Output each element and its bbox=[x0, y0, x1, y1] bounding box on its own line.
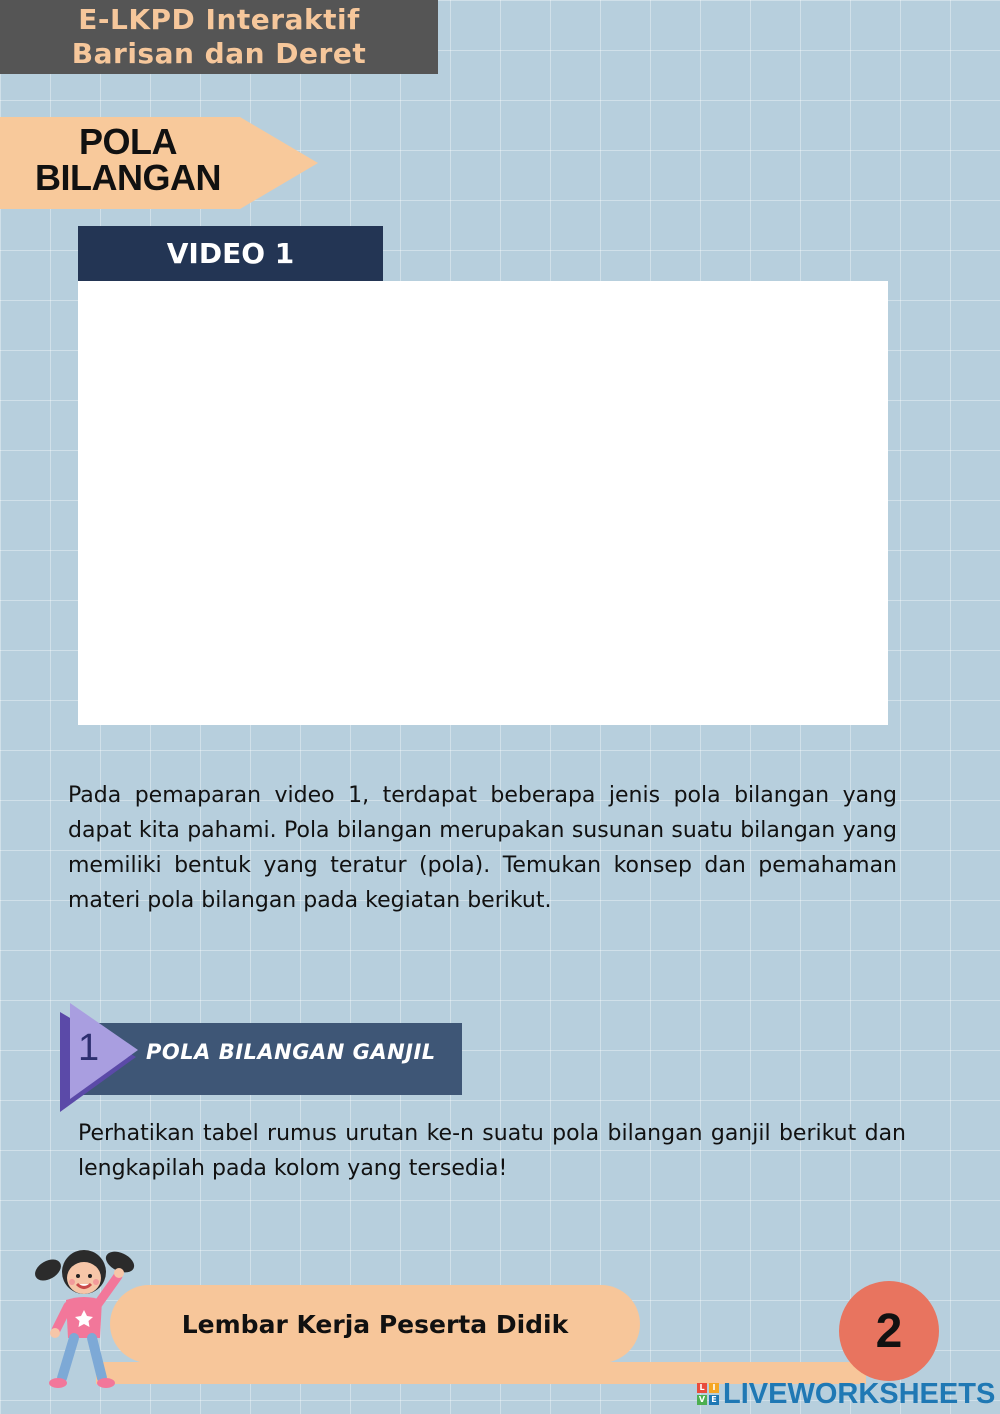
liveworksheets-logo-text: LIVEWORKSHEETS bbox=[723, 1377, 996, 1410]
liveworksheets-logo[interactable] bbox=[697, 1377, 995, 1411]
activity-instruction: Perhatikan tabel rumus urutan ke-n suatu pola bilangan ganjil berikut dan lengkapilah pada kolom yang tersedia! bbox=[78, 1121, 906, 1181]
logo-letter-v: V bbox=[698, 1395, 706, 1404]
video-tab: VIDEO 1 bbox=[78, 226, 383, 281]
logo-letter-e: E bbox=[709, 1395, 719, 1405]
liveworksheets-logo-icon bbox=[697, 1383, 719, 1405]
header-title-line2: Barisan dan Deret bbox=[71, 37, 367, 70]
section-title-line1: POLA bbox=[78, 121, 177, 162]
logo-letter-i: I bbox=[709, 1383, 719, 1393]
section-title bbox=[28, 121, 228, 198]
activity-label: POLA BILANGAN GANJIL bbox=[146, 1040, 436, 1064]
page-number: 2 bbox=[875, 1304, 903, 1358]
activity-number: 1 bbox=[78, 1027, 100, 1069]
intro-paragraph: Pada pemaparan video 1, terdapat beberapa jenis pola bilangan yang dapat kita pahami. Pola bilangan merupakan susunan suatu bilangan yang memiliki bentuk yang teratur (pola). Temukan konsep dan pemahaman materi pola bilangan pada kegiatan berikut. bbox=[68, 783, 897, 913]
video-player[interactable] bbox=[78, 281, 888, 725]
page-number-badge bbox=[839, 1281, 939, 1381]
footer-pill bbox=[110, 1285, 640, 1363]
header-banner bbox=[0, 0, 438, 74]
header-title-line1: E-LKPD Interaktif bbox=[78, 3, 360, 36]
girl-illustration-icon bbox=[28, 1240, 138, 1390]
footer-label: Lembar Kerja Peserta Didik bbox=[181, 1309, 569, 1339]
logo-letter-l: L bbox=[697, 1383, 707, 1393]
section-title-line2: BILANGAN bbox=[35, 157, 221, 198]
